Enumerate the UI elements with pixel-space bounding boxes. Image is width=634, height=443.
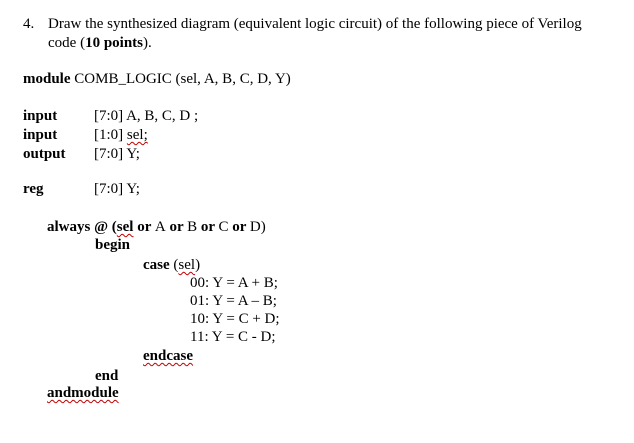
module-signature: COMB_LOGIC (sel, A, B, C, D, Y) <box>70 71 291 87</box>
decl-keyword-output: output <box>23 146 66 162</box>
case-keyword: case <box>143 257 170 273</box>
case-item-11: 11: Y = C - D; <box>190 329 276 345</box>
question-line-2-post: ). <box>143 35 152 51</box>
question-line-1: Draw the synthesized diagram (equivalent logic circuit) of the following piece of Verilog <box>48 16 582 32</box>
always-or-2: or <box>165 219 188 235</box>
decl-value-input-2 <box>94 126 148 144</box>
always-keyword: always @ ( <box>47 219 117 235</box>
decl-keyword-input-2: input <box>23 127 58 143</box>
question-line-2-pre: code ( <box>48 35 86 51</box>
always-or-1: or <box>133 219 155 235</box>
module-line <box>23 70 291 88</box>
points-label: 10 points <box>85 35 143 51</box>
always-or-4: or <box>228 219 250 235</box>
always-b: B <box>187 219 198 235</box>
decl-value-output: [7:0] Y; <box>94 146 140 162</box>
end-keyword: end <box>95 368 119 384</box>
always-line <box>47 218 266 236</box>
decl-value-input-1: [7:0] A, B, C, D ; <box>94 108 199 124</box>
decl-value-input-2-pre: [1:0] <box>94 127 127 143</box>
case-open: ( <box>169 257 179 273</box>
decl-keyword-input-1: input <box>23 108 58 124</box>
always-sel: sel <box>116 219 134 235</box>
decl-value-reg: [7:0] Y; <box>94 181 140 197</box>
endmodule-keyword: andmodule <box>47 385 119 401</box>
begin-keyword: begin <box>95 237 131 253</box>
case-sel: sel <box>178 257 196 273</box>
sel-decl-misspelled: sel; <box>126 127 148 143</box>
case-item-10: 10: Y = C + D; <box>190 311 280 327</box>
always-d: D) <box>249 219 266 235</box>
case-item-01: 01: Y = A – B; <box>190 293 277 309</box>
question-number: 4. <box>23 16 35 32</box>
question-line-2 <box>48 34 152 52</box>
case-item-00: 00: Y = A + B; <box>190 275 278 291</box>
case-line <box>143 256 200 274</box>
always-c: C <box>218 219 229 235</box>
always-or-3: or <box>197 219 219 235</box>
decl-keyword-reg: reg <box>23 181 44 197</box>
endcase-keyword: endcase <box>143 348 193 364</box>
case-close: ) <box>195 257 201 273</box>
module-keyword: module <box>23 71 71 87</box>
always-a: A <box>154 219 166 235</box>
